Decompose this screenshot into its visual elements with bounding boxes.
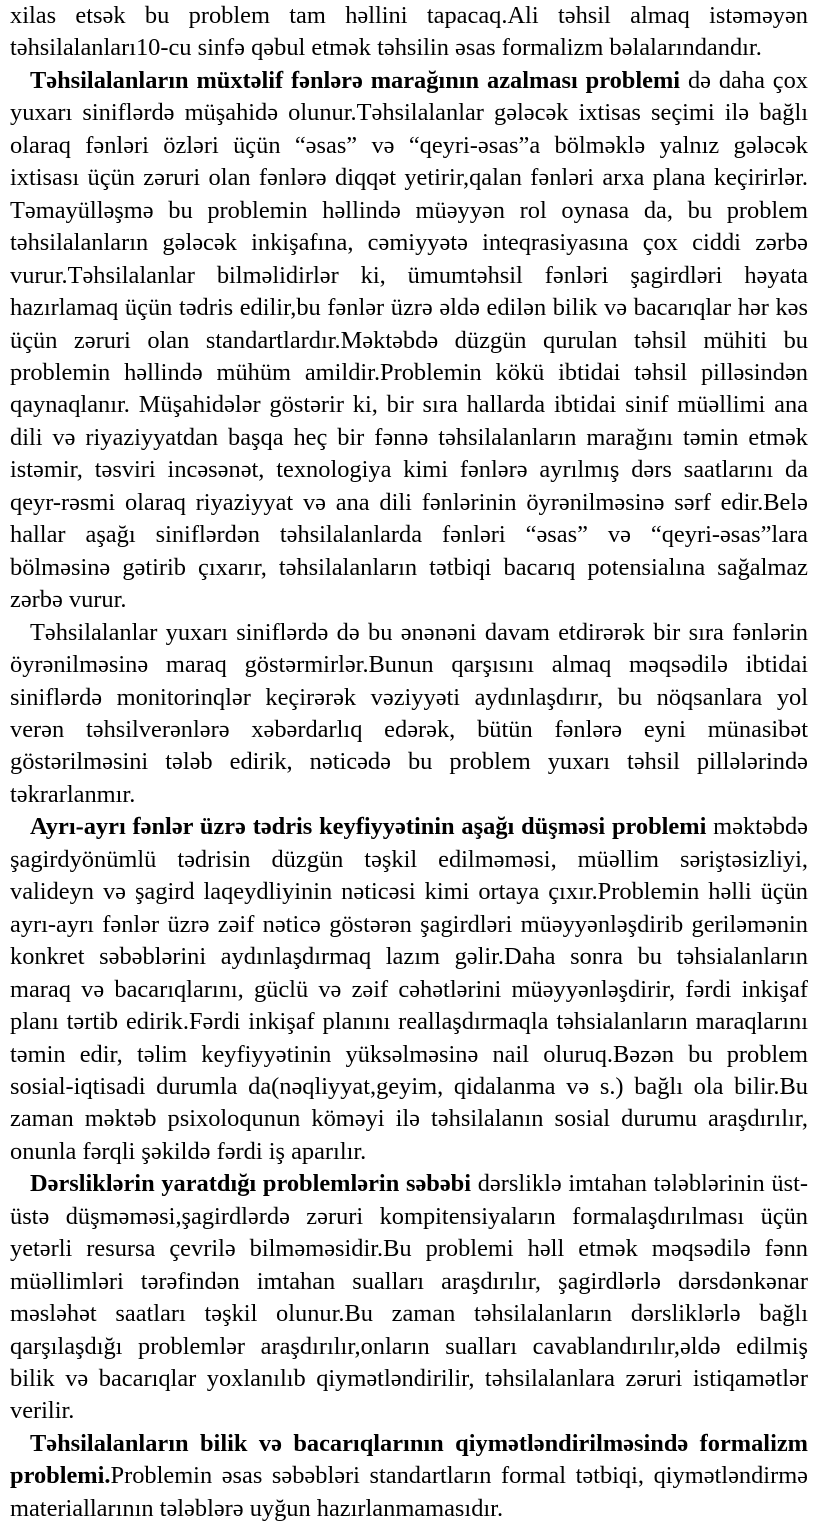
- paragraph-body: dərsliklə imtahan tələblərinin üst-üstə düşməməsi,şagirdlərdə zəruri kompitensiyaların formalaşdırılması üçün yetərli resursa çevrilə bilməməsidir.Bu problemi həll etmək məqsədilə fənn müəllimləri tərəfindən imtahan sualları araşdırılır, şagirdlərlə dərsdənkənar məsləhət saatları təşkil olunur.Bu zaman təhsilalanların dərsliklərlə bağlı qarşılaşdığı problemlər araşdırılır,onların sualları cavablandırılır,əldə edilmiş bilik və bacarıqlar yoxlanılıb qiymətləndirilir, təhsilalanlara zəruri istiqamətlər verilir.: [10, 1170, 808, 1425]
- paragraph-body: də daha çox yuxarı siniflərdə müşahidə olunur.Təhsilalanlar gələcək ixtisas seçimi ilə bağlı olaraq fənləri özləri üçün “əsas” və “qeyri-əsas”a bölməklə yalnız gələcək ixtisası üçün zəruri olan fənlərə diqqət yetirir,qalan fənləri arxa plana keçirirlər. Təmayülləşmə bu problemin həllində müəyyən rol oynasa da, bu problem təhsilalanların gələcək inkişafına, cəmiyyətə inteqrasiyasına çox ciddi zərbə vurur.Təhsilalanlar bilməlidirlər ki, ümumtəhsil fənləri şagirdləri həyata hazırlamaq üçün tədris edilir,bu fənlər üzrə əldə edilən bilik və bacarıqlar hər kəs üçün zəruri olan standartlardır.Məktəbdə düzgün qurulan təhsil mühiti bu problemin həllində mühüm amildir.Problemin kökü ibtidai təhsil pilləsindən qaynaqlanır. Müşahidələr göstərir ki, bir sıra hallarda ibtidai sinif müəllimi ana dili və riyaziyyatdan başqa heç bir fənnə təhsilalanların marağını təmin etmək istəmir, təsviri incəsənət, texnologiya kimi fənlərə ayrılmış dərs saatlarını da qeyr-rəsmi olaraq riyaziyyat və ana dili fənlərinin öyrənilməsinə sərf edir.Belə hallar aşağı siniflərdən təhsilalanlarda fənləri “əsas” və “qeyri-əsas”lara bölməsinə gətirib çıxarır, təhsilalanların tətbiqi bacarıq potensialına sağalmaz zərbə vurur.: [10, 66, 808, 614]
- paragraph-body: xilas etsək bu problem tam həllini tapacaq.Ali təhsil almaq istəməyən təhsilalanları10-cu sinfə qəbul etmək təhsilin əsas formalizm bəlalarındandır.: [10, 2, 808, 62]
- paragraph-heading: Təhsilalanların müxtəlif fənlərə marağının azalması problemi: [30, 66, 681, 94]
- paragraph-continuation: [10, 0, 808, 65]
- paragraph-assessment-formalism: [10, 1428, 808, 1525]
- paragraph-body: məktəbdə şagirdyönümlü tədrisin düzgün təşkil edilməməsi, müəllim səriştəsizliyi, valideyn və şagird laqeydliyinin nəticəsi kimi ortaya çıxır.Problemin həlli üçün ayrı-ayrı fənlər üzrə zəif nəticə göstərən şagirdləri müəyyənləşdirib geriləmənin konkret səbəblərini aydınlaşdırmaq lazım gəlir.Daha sonra bu təhsialanların maraq və bacarıqlarını, güclü və zəif cəhətlərini müəyyənləşdirir, fərdi inkişaf planı tərtib edirik.Fərdi inkişaf planını reallaşdırmaqla təhsialanların maraqlarını təmin edir, təlim keyfiyyətinin yüksəlməsinə nail oluruq.Bəzən bu problem sosial-iqtisadi durumla da(nəqliyyat,geyim, qidalanma və s.) bağlı ola bilir.Bu zaman məktəb psixoloqunun köməyi ilə təhsilalanın sosial durumu araşdırılır, onunla fərqli şəkildə fərdi iş aparılır.: [10, 813, 808, 1165]
- paragraph-heading: Dərsliklərin yaratdığı problemlərin səbəbi: [30, 1170, 472, 1198]
- paragraph-interest-decline: [10, 65, 808, 617]
- paragraph-upper-grades: [10, 617, 808, 812]
- paragraph-quality-decline: [10, 811, 808, 1168]
- paragraph-textbooks: [10, 1168, 808, 1428]
- paragraph-heading: Təhsilalanların bilik və bacarıqlarının qiymətləndirilməsində formalizm problemi.: [10, 1429, 808, 1490]
- paragraph-body: Problemin əsas səbəbləri standartların formal tətbiqi, qiymətləndirmə materiallarının tələblərə uyğun hazırlanmamasıdır.: [10, 1462, 808, 1522]
- paragraph-body: Təhsilalanlar yuxarı siniflərdə də bu ənənəni davam etdirərək bir sıra fənlərin öyrənilməsinə maraq göstərmirlər.Bunun qarşısını almaq məqsədilə ibtidai siniflərdə monitorinqlər keçirərək vəziyyəti aydınlaşdırır, bu nöqsanlara yol verən təhsilverənlərə xəbərdarlıq edərək, bütün fənlərə eyni münasibət göstərilməsini tələb edirik, nəticədə bu problem yuxarı təhsil pillələrində təkrarlanmır.: [10, 618, 808, 808]
- paragraph-heading: Ayrı-ayrı fənlər üzrə tədris keyfiyyətinin aşağı düşməsi problemi: [30, 813, 707, 841]
